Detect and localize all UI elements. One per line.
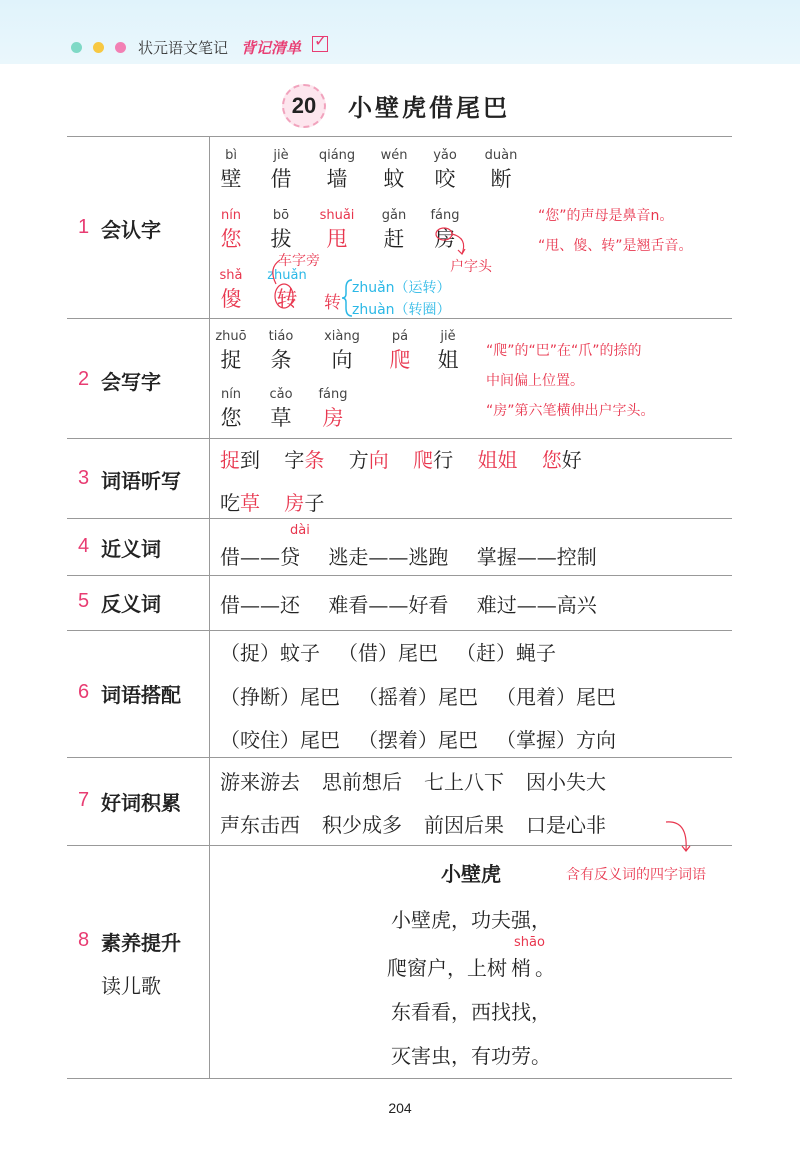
rhyme-title: 小壁虎 <box>441 862 501 886</box>
rhyme-line: 灭害虫，有功劳。 <box>391 1044 551 1068</box>
char-entry: zhuō 捉 <box>215 329 247 372</box>
annotation-arrow-icon <box>430 224 470 260</box>
section-number: 8 <box>78 929 90 951</box>
char-entry: xiàng 向 <box>324 329 360 372</box>
char-entry: jiè 借 <box>270 148 292 191</box>
dictation-line: 吃草 房子 <box>220 491 325 515</box>
idiom-line: 游来游去 思前想后 七上八下 因小失大 <box>220 770 606 794</box>
annotation-note: 中间偏上位置。 <box>486 373 584 389</box>
section-title: 会认字 <box>101 218 161 242</box>
annotation-note: 含有反义词的四字词语 <box>566 867 706 883</box>
header-bar <box>0 0 800 64</box>
section-number: 4 <box>78 535 90 557</box>
check-mark: ✓ <box>314 31 328 50</box>
rhyme-line: 爬窗户，上树 梢 。 <box>387 956 555 980</box>
pinyin-label: shāo <box>514 935 545 950</box>
section-title: 好词积累 <box>101 791 181 815</box>
char-entry: fáng 房 <box>430 208 460 251</box>
polyphone-reading: zhuǎn（运转） <box>352 280 451 296</box>
char-entry: bì 壁 <box>220 148 242 191</box>
char-entry: zhuǎn 转 <box>267 268 307 311</box>
section-number: 2 <box>78 368 90 390</box>
brand-name: 状元语文笔记 <box>138 39 229 57</box>
rhyme-line: 东看看，西找找， <box>391 1000 551 1024</box>
section-number: 6 <box>78 681 90 703</box>
char-entry: qiáng 墙 <box>318 148 356 191</box>
section-number: 5 <box>78 590 90 612</box>
row-divider <box>67 845 732 846</box>
radical-note: 车字旁 <box>278 253 320 269</box>
lesson-title: 小壁虎借尾巴 <box>348 94 510 122</box>
row-divider <box>67 518 732 519</box>
section-number: 7 <box>78 789 90 811</box>
antonym-line: 借——还 难看——好看 难过——高兴 <box>220 593 597 617</box>
annotation-note: “甩、傻、转”是翘舌音。 <box>538 238 693 254</box>
char-entry: fáng 房 <box>318 387 348 430</box>
annotation-note: “爬”的“巴”在“爪”的捺的 <box>486 343 642 359</box>
char-entry: nín 您 <box>220 208 242 251</box>
section-title: 词语听写 <box>101 469 181 493</box>
char-entry: bō 拔 <box>270 208 292 251</box>
annotation-note: “房”第六笔横伸出户字头。 <box>486 403 655 419</box>
table-top-border <box>67 136 732 137</box>
rhyme-line: 小壁虎，功夫强， <box>391 908 551 932</box>
pinyin-label: dài <box>290 523 310 538</box>
annotation-arrow-icon <box>262 252 322 312</box>
char-entry: duàn 断 <box>484 148 518 191</box>
char-entry: cǎo 草 <box>269 387 293 430</box>
char-entry: shuǎi 甩 <box>319 208 355 251</box>
synonym-line: 借——贷 逃走——逃跑 掌握——控制 <box>220 545 597 569</box>
pink-dot-icon <box>115 42 126 53</box>
section-title: 反义词 <box>101 592 161 616</box>
char-entry: tiáo 条 <box>268 329 294 372</box>
section-title: 近义词 <box>101 537 161 561</box>
yellow-dot-icon <box>93 42 104 53</box>
section-number: 3 <box>78 467 90 489</box>
row-divider <box>67 630 732 631</box>
char-entry: nín 您 <box>220 387 242 430</box>
char-entry: yǎo 咬 <box>433 148 457 191</box>
collocation-line: （挣断）尾巴 （摇着）尾巴 （甩着）尾巴 <box>220 685 616 709</box>
char-entry: gǎn 赶 <box>381 208 407 251</box>
checkbox-icon <box>312 31 328 52</box>
polyphone-char: 转 <box>324 293 341 313</box>
teal-dot-icon <box>71 42 82 53</box>
lesson-number: 20 <box>282 84 326 128</box>
section-number: 1 <box>78 216 90 238</box>
char-entry: wén 蚊 <box>380 148 408 191</box>
row-divider <box>67 575 732 576</box>
collocation-line: （咬住）尾巴 （摆着）尾巴 （掌握）方向 <box>220 728 616 752</box>
char-entry: shǎ 傻 <box>219 268 243 311</box>
idiom-line: 声东击西 积少成多 前因后果 口是心非 <box>220 813 606 837</box>
annotation-arrow-icon <box>664 816 694 856</box>
page-number: 204 <box>388 1100 412 1116</box>
dictation-line: 捉到 字条 方向 爬行 姐姐 您好 <box>220 448 582 472</box>
section-title: 词语搭配 <box>101 683 181 707</box>
checklist-label: 背记清单 <box>241 39 302 57</box>
section-title: 素养提升 <box>101 931 181 955</box>
char-entry: pá 爬 <box>389 329 411 372</box>
table-bottom-border <box>67 1078 732 1079</box>
row-divider <box>67 757 732 758</box>
collocation-line: （捉）蚊子 （借）尾巴 （赶）蝇子 <box>220 641 556 665</box>
radical-note: 户字头 <box>450 259 492 275</box>
polyphone-reading: zhuàn（转圈） <box>352 302 451 318</box>
section-title: 会写字 <box>101 370 161 394</box>
annotation-note: “您”的声母是鼻音n。 <box>538 208 674 224</box>
char-entry: jiě 姐 <box>437 329 459 372</box>
section-subtitle: 读儿歌 <box>101 974 161 998</box>
row-divider <box>67 438 732 439</box>
